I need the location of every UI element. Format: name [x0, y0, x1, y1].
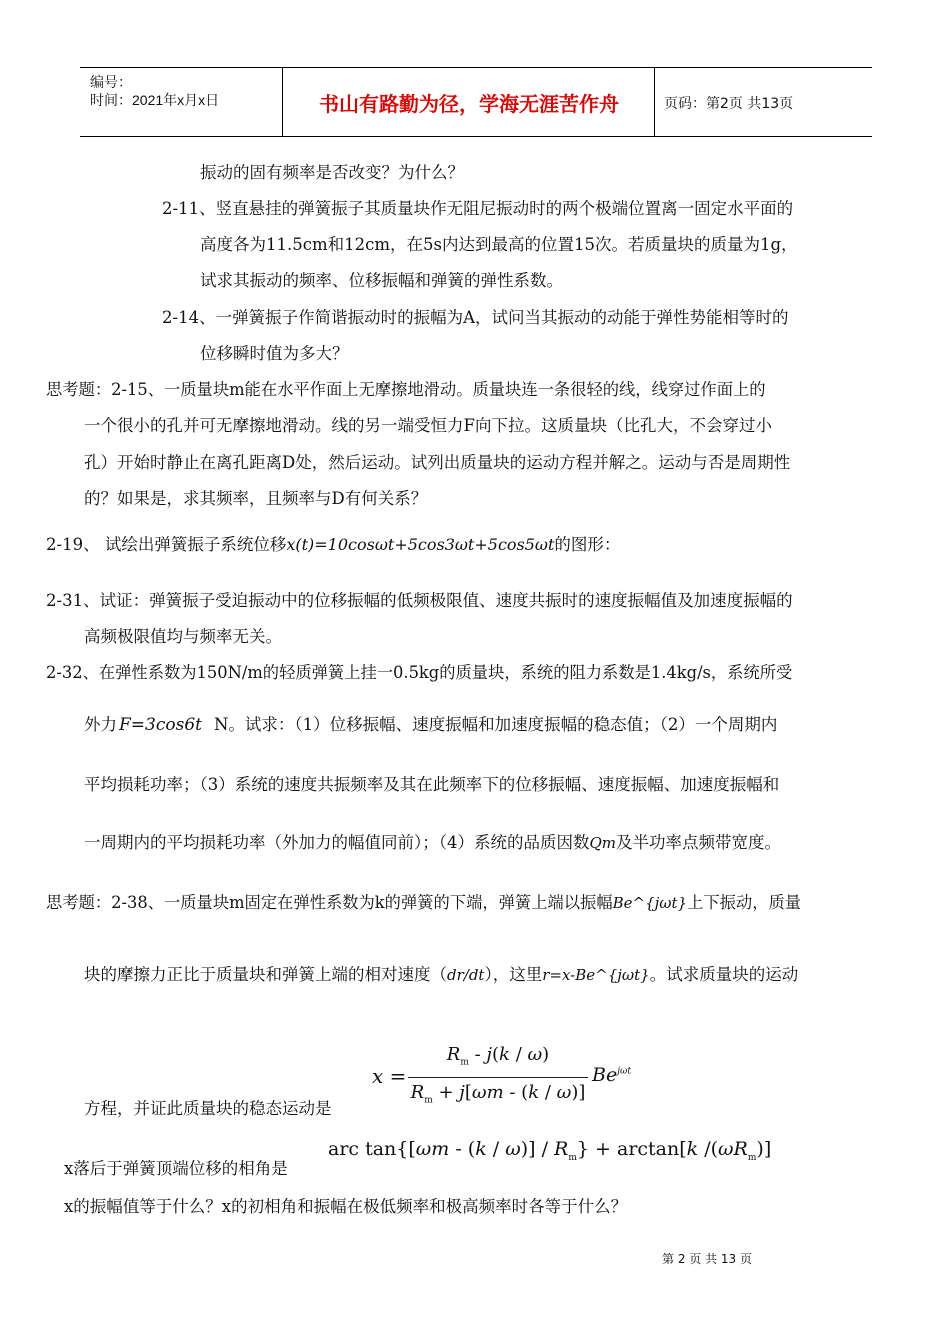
text-segment: 的图形：	[554, 535, 621, 554]
text-segment: 一周期内的平均损耗功率（外加力的幅值同前）；（4）系统的品质因数	[84, 833, 590, 852]
eq-factor: $Be^{j\omega t}$	[592, 1064, 631, 1086]
text-line: 的？如果是，求其频率，且频率与D有何关系？	[84, 489, 428, 508]
text-line: 高频极限值均与频率无关。	[84, 627, 282, 646]
text-line: x的振幅值等于什么？x的初相角和振幅在极低频率和极高频率时各等于什么？	[64, 1197, 628, 1216]
text-line: 一个很小的孔并可无摩擦地滑动。线的另一端受恒力F向下拉。这质量块（比孔大，不会穿过小	[84, 416, 772, 435]
eq-denominator: $R_m + j[\omega m - (k / \omega)]$	[410, 1082, 586, 1106]
quality-factor-symbol: Qm	[589, 834, 617, 852]
problem-2-14: 2-14、一弹簧振子作简谐振动时的振幅为A，试问当其振动的动能于弹性势能相等时的	[162, 308, 789, 327]
text-segment: N。试求：（1）位移振幅、速度振幅和加速度振幅的稳态值；（2）一个周期内	[213, 715, 778, 734]
relative-velocity: dr/dt	[447, 966, 485, 984]
amplitude-expression: Be^{jωt}	[612, 894, 688, 912]
page-header	[80, 67, 872, 137]
text-segment: ），这里	[484, 965, 543, 984]
problem-2-11: 2-11、竖直悬挂的弹簧振子其质量块作无阻尼振动时的两个极端位置离一固定水平面的	[162, 199, 794, 218]
fraction-bar	[408, 1077, 588, 1078]
text-line: 平均损耗功率；（3）系统的速度共振频率及其在此频率下的位移振幅、速度振幅、加速度振幅和	[84, 775, 780, 794]
problem-2-15: 思考题：2-15、一质量块m能在水平作面上无摩擦地滑动。质量块连一条很轻的线，线穿过作面上的	[46, 380, 766, 399]
problem-2-19	[46, 534, 620, 556]
header-date: 时间：2021年x月x日	[90, 92, 220, 108]
header-motto: 书山有路勤为径，学海无涯苦作舟	[319, 91, 619, 116]
relative-displacement: r=x-Be^{jωt}	[542, 966, 650, 984]
header-left	[90, 73, 219, 109]
problem-2-32: 2-32、在弹性系数为150N/m的轻质弹簧上挂一0.5kg的质量块，系统的阻力系数是1.4kg/s，系统所受	[46, 663, 793, 682]
text-line: 试求其振动的频率、位移振幅和弹簧的弹性系数。	[200, 271, 563, 290]
text-line: 高度各为11.5cm和12cm，在5s内达到最高的位置15次。若质量块的质量为1g，	[200, 235, 798, 254]
text-line: x落后于弹簧顶端位移的相角是	[64, 1159, 288, 1178]
force-equation: F=3cos6t	[119, 715, 202, 735]
text-line: 孔）开始时静止在离孔距离D处，然后运动。试列出质量块的运动方程并解之。运动与否是周期性	[84, 453, 791, 472]
header-divider	[282, 68, 283, 136]
text-segment: 上下振动，质量	[687, 893, 802, 912]
problem-2-31: 2-31、试证：弹簧振子受迫振动中的位移振幅的低频极限值、速度共振时的速度振幅值及加速度振幅的	[46, 591, 793, 610]
text-segment: 思考题：2-38、一质量块m固定在弹性系数为k的弹簧的下端，弹簧上端以振幅	[46, 893, 613, 912]
text-line	[84, 964, 798, 986]
eq-lhs: x =	[372, 1064, 407, 1088]
displacement-equation: x(t)=10cosωt+5cos3ωt+5cos5ωt	[286, 535, 555, 554]
text-segment: 外力	[84, 715, 117, 734]
header-page-info: 页码：第2页 共13页	[664, 96, 794, 112]
header-divider	[654, 68, 655, 136]
header-number-label: 编号：	[90, 74, 132, 90]
text-line: 方程，并证此质量块的稳态运动是	[84, 1099, 332, 1118]
text-line: 位移瞬时值为多大？	[200, 344, 349, 363]
text-segment: 。试求质量块的运动	[649, 965, 799, 984]
text-line	[84, 714, 777, 736]
text-segment: 2-19、 试绘出弹簧振子系统位移	[46, 535, 287, 554]
steady-state-equation	[370, 1040, 670, 1120]
text-segment: 及半功率点频带宽度。	[616, 833, 782, 852]
problem-2-38	[46, 892, 801, 914]
text-segment: 块的摩擦力正比于质量块和弹簧上端的相对速度（	[84, 965, 447, 984]
eq-numerator: $R_m - j(k / \omega)$	[446, 1044, 550, 1068]
text-line: 振动的固有频率是否改变？为什么？	[200, 163, 464, 182]
phase-equation: arc $\tan\{[\omega m - (k / \omega)] / R_m\} + \arctan[k$ $/(\omega R_m)$]	[328, 1138, 772, 1163]
page-footer: 第 2 页 共 13 页	[662, 1252, 752, 1266]
text-line	[84, 832, 781, 854]
